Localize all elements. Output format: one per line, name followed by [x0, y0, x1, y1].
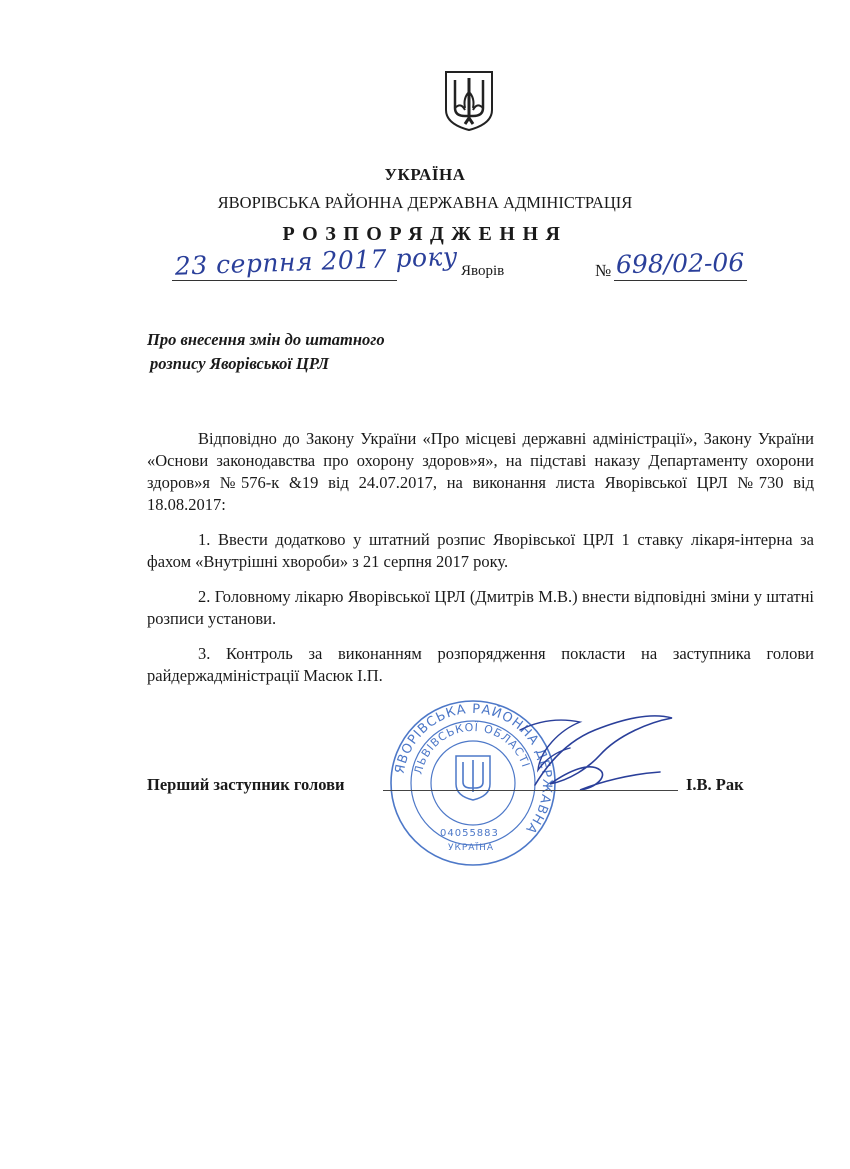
document-body	[147, 428, 814, 700]
handwritten-signature	[500, 700, 680, 810]
administration-title: ЯВОРІВСЬКА РАЙОННА ДЕРЖАВНА АДМІНІСТРАЦІЯ	[217, 193, 633, 212]
place-label: Яворів	[461, 263, 505, 279]
preamble-paragraph: Відповідно до Закону України «Про місцеві державні адміністрації», Закону України «Основи законодавства про охорону здоров»я», на підставі наказу Департаменту охорони здоров»я №576-к &19 від 24.07.2017, на виконання листа Яворівської ЦРЛ №730 від 18.08.2017:	[147, 429, 814, 514]
handwritten-date: 23 серпня 2017 року	[174, 241, 459, 281]
country-title: УКРАЇНА	[384, 165, 466, 184]
stamp-code: 04055883	[440, 828, 499, 839]
signature-line	[383, 790, 678, 791]
number-underline	[614, 280, 747, 281]
document-subject	[147, 328, 385, 376]
order-item-1: 1. Ввести додатково у штатний розпис Яворівської ЦРЛ 1 ставку лікаря-інтерна за фахом «Внутрішні хвороби» з 21 серпня 2017 року.	[147, 530, 814, 571]
subject-line-2: розпису Яворівської ЦРЛ	[150, 354, 329, 373]
stamp-inner-text: ЛЬВІВСЬКОЇ ОБЛАСТІ	[411, 720, 533, 776]
stamp-outer-text: ЯВОРІВСЬКА РАЙОННА ДЕРЖАВНА	[392, 701, 555, 837]
signatory-name: І.В. Рак	[686, 775, 744, 794]
date-underline	[172, 280, 397, 281]
stamp-bottom-text: УКРАЇНА	[448, 843, 495, 853]
number-sign: №	[595, 261, 612, 280]
handwritten-number: 698/02-06	[615, 247, 745, 280]
trident-emblem-icon	[443, 70, 495, 132]
stamp-trident-icon	[456, 756, 490, 800]
order-item-2: 2. Головному лікарю Яворівської ЦРЛ (Дмитрів М.В.) внести відповідні зміни у штатні розписи установи.	[147, 587, 814, 628]
subject-line-1: Про внесення змін до штатного	[147, 330, 385, 349]
order-item-3: 3. Контроль за виконанням розпорядження покласти на заступника голови райдержадміністрації Масюк І.П.	[147, 644, 814, 685]
document-type-title: РОЗПОРЯДЖЕННЯ	[282, 223, 568, 245]
signatory-role: Перший заступник голови	[147, 775, 345, 794]
